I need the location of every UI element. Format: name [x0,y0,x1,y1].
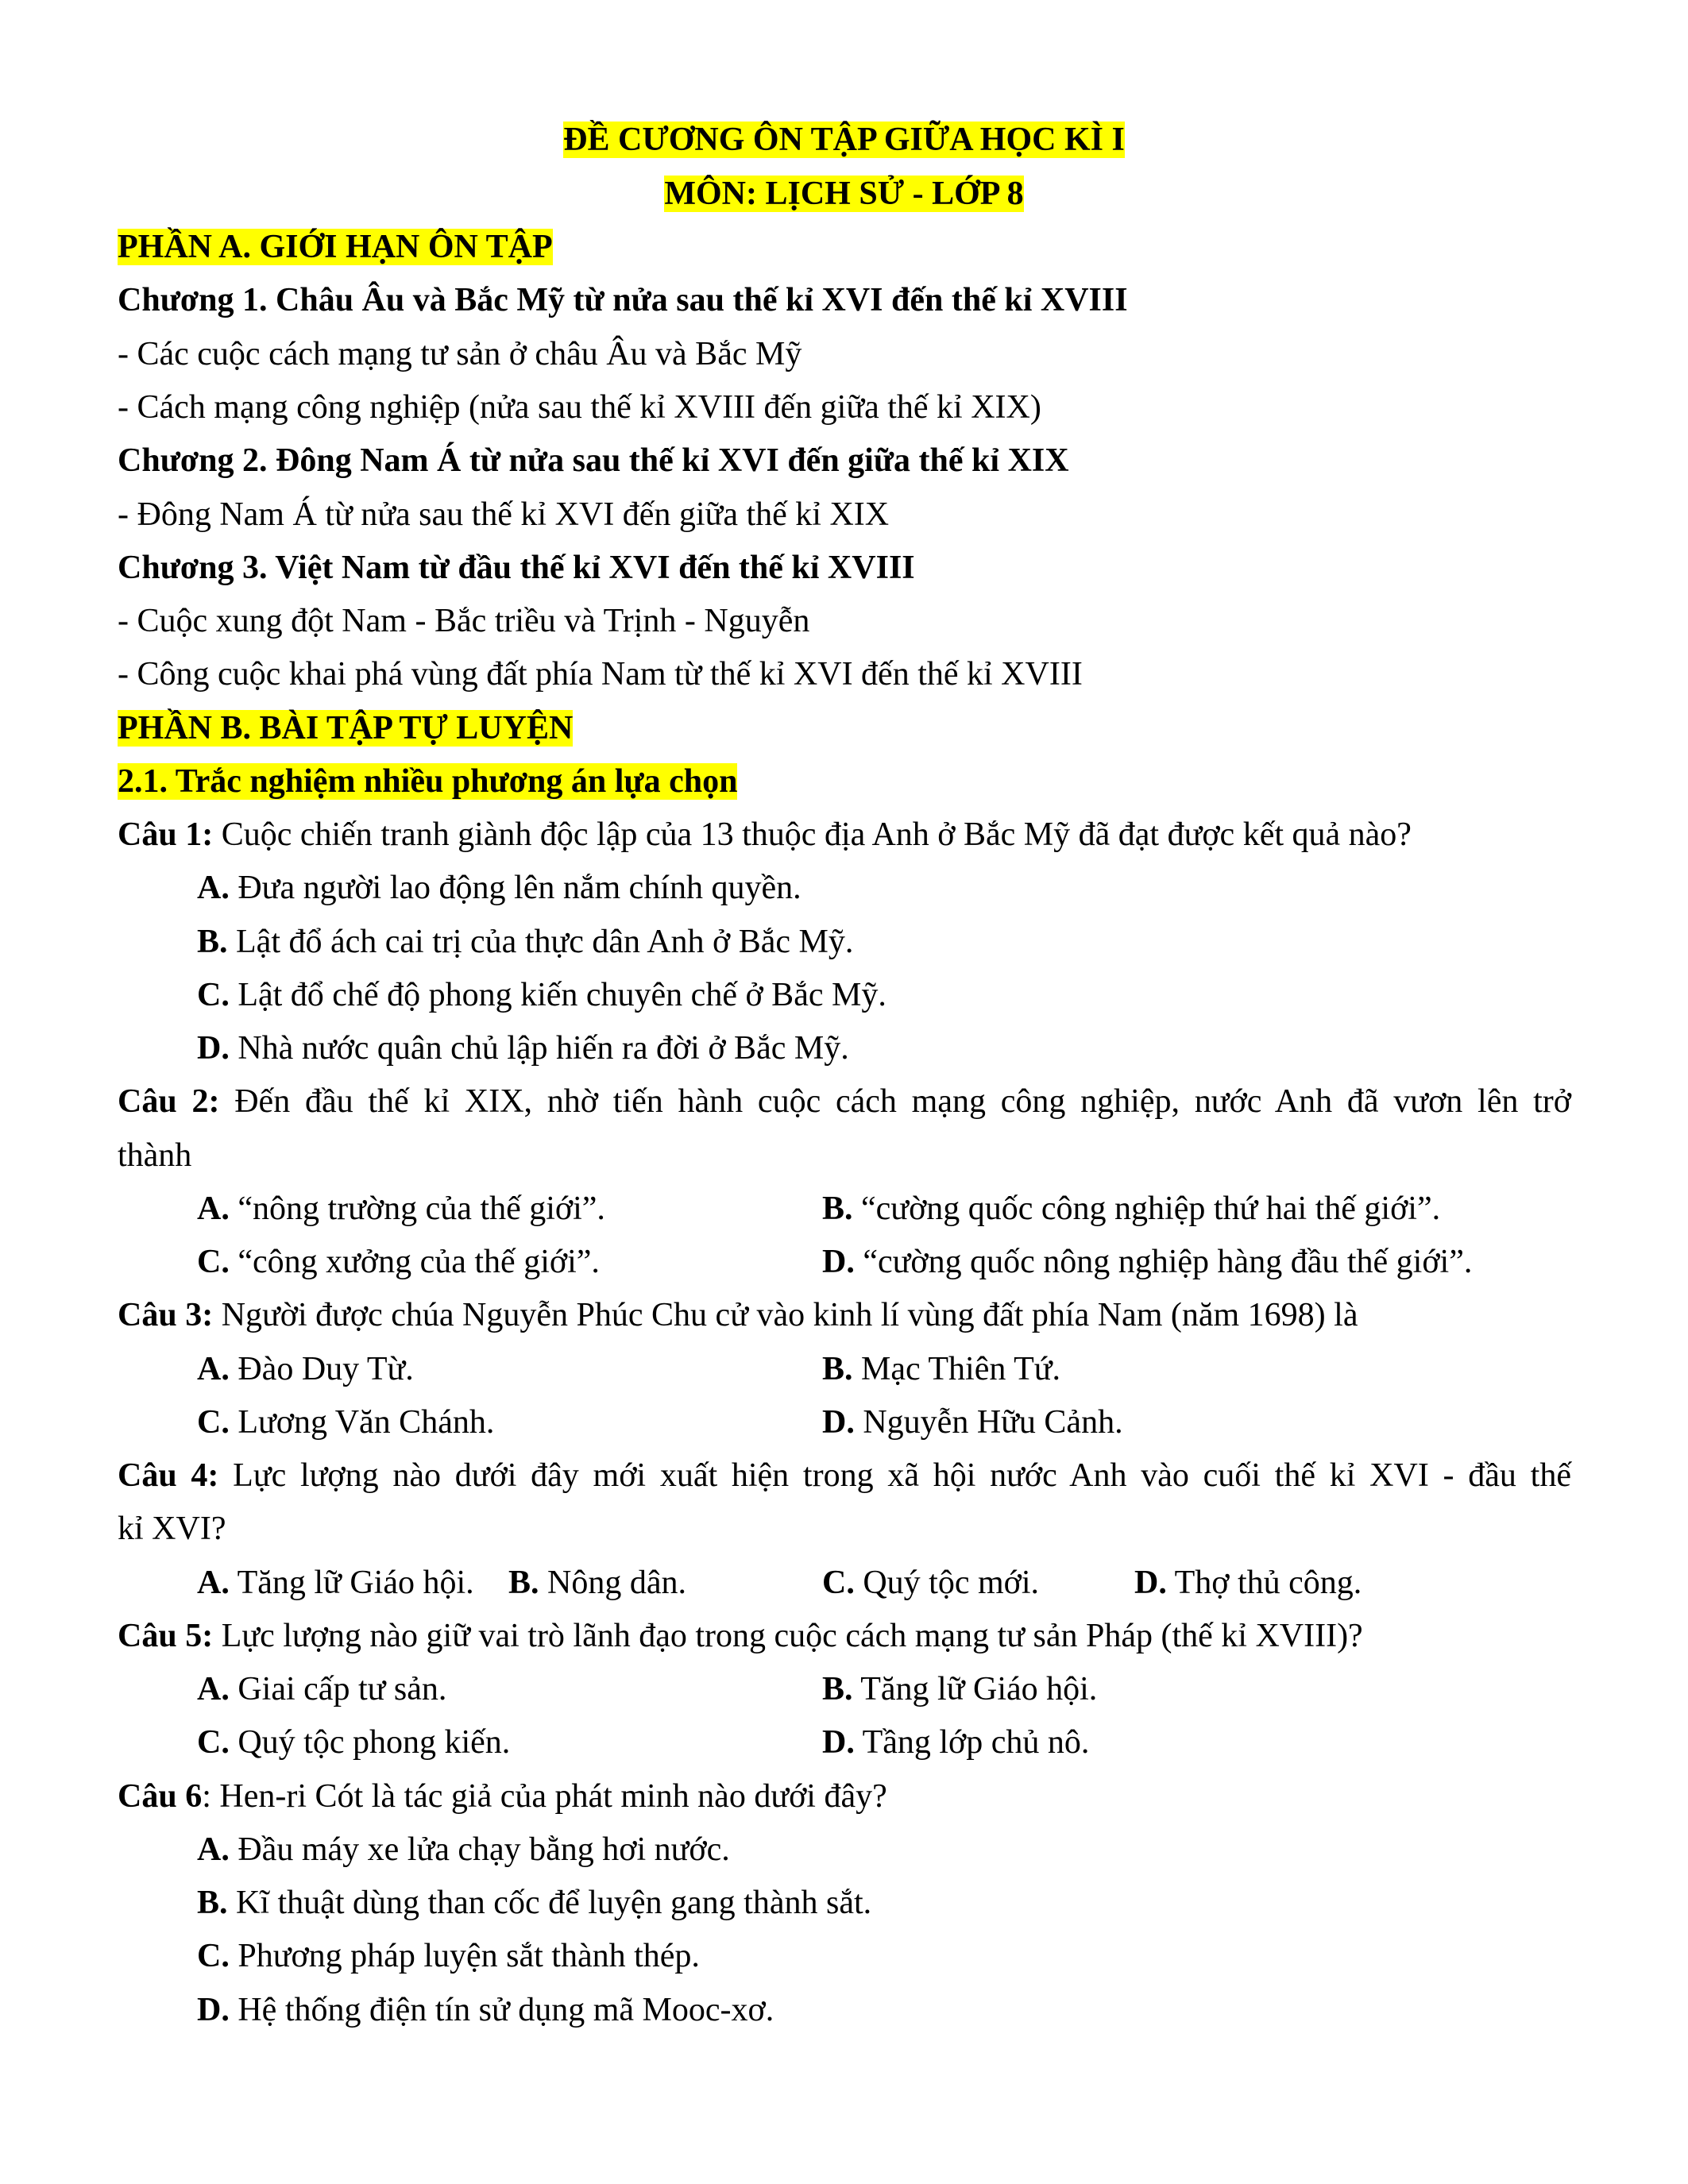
option-text: Đầu máy xe lửa chạy bằng hơi nước. [229,1831,730,1868]
option-letter: C. [197,1404,230,1441]
section-2-1-heading [118,759,737,804]
option-text: Đào Duy Từ. [229,1351,414,1387]
option-text: Thợ thủ công. [1166,1565,1362,1601]
option-text: “cường quốc công nghiệp thứ hai thế giới”. [852,1190,1441,1227]
option-letter: D. [197,1030,230,1067]
option-text: Đưa người lao động lên nắm chính quyền. [229,870,802,906]
question-1-label: Câu 1: [118,816,214,853]
question-5-option-b [822,1667,1097,1711]
question-3-text: Người được chúa Nguyễn Phúc Chu cử vào kinh lí vùng đất phía Nam (năm 1698) là [213,1297,1358,1333]
option-letter: D. [1134,1565,1167,1601]
chapter-1-title: Chương 1. Châu Âu và Bắc Mỹ từ nửa sau thế kỉ XVI đến thế kỉ XVIII [118,282,1128,318]
option-text: Phương pháp luyện sắt thành thép. [229,1938,700,1974]
question-6-label: Câu 6 [118,1778,203,1815]
question-4 [118,1453,1571,1498]
question-6-option-c [197,1934,700,1978]
question-5-option-a [197,1667,446,1711]
chapter-1-item-1: - Các cuộc cách mạng tư sản ở châu Âu và Bắc Mỹ [118,336,802,372]
option-letter: B. [822,1351,853,1387]
option-letter: B. [197,924,228,960]
option-letter: C. [197,1724,230,1761]
option-letter: A. [197,1831,230,1868]
question-2-option-a [197,1187,605,1231]
question-3 [118,1293,1358,1337]
part-b-heading-text: PHẦN B. BÀI TẬP TỰ LUYỆN [118,710,574,747]
option-letter: A. [197,1190,230,1227]
question-6-option-d [197,1988,774,2032]
part-a-heading-text: PHẦN A. GIỚI HẠN ÔN TẬP [118,229,553,265]
question-5 [118,1614,1363,1658]
option-text: Giai cấp tư sản. [229,1671,447,1707]
question-4-label: Câu 4: [118,1457,219,1494]
option-text: “công xưởng của thế giới”. [229,1244,600,1280]
chapter-3-item-1: - Cuộc xung đột Nam - Bắc triều và Trịnh - Nguyễn [118,603,810,639]
document-subject-text: MÔN: LỊCH SỬ - LỚP 8 [664,176,1024,212]
option-letter: A. [197,1671,230,1707]
option-text: Lật đổ chế độ phong kiến chuyên chế ở Bắc Mỹ. [229,977,886,1013]
question-4-text: Lực lượng nào dưới đây mới xuất hiện trong xã hội nước Anh vào cuối thế kỉ XVI - đầu thế [218,1457,1571,1494]
option-letter: B. [508,1565,539,1601]
option-text: Tầng lớp chủ nô. [854,1724,1090,1761]
question-2-option-c [197,1240,600,1284]
document-title [0,118,1688,162]
option-letter: B. [822,1671,853,1707]
chapter-2-title: Chương 2. Đông Nam Á từ nửa sau thế kỉ XVI đến giữa thế kỉ XIX [118,442,1069,479]
option-letter: C. [197,977,230,1013]
option-letter: D. [197,1992,230,2028]
question-2-label: Câu 2: [118,1083,220,1120]
question-6-option-b [197,1881,871,1925]
section-2-1-heading-text: 2.1. Trắc nghiệm nhiều phương án lựa chọn [118,763,738,800]
option-text: Mạc Thiên Tứ. [852,1351,1061,1387]
option-text: “cường quốc nông nghiệp hàng đầu thế giới”. [854,1244,1473,1280]
question-4-text-continued: kỉ XVI? [118,1511,226,1547]
question-3-label: Câu 3: [118,1297,214,1333]
question-3-option-b [822,1347,1060,1391]
document-subject [0,172,1688,216]
option-letter: B. [197,1885,228,1921]
option-text: Lương Văn Chánh. [229,1404,495,1441]
question-5-option-c [197,1720,510,1765]
option-letter: D. [822,1724,855,1761]
question-4-option-d [1134,1561,1362,1605]
chapter-3-item-2: - Công cuộc khai phá vùng đất phía Nam từ thế kỉ XVI đến thế kỉ XVIII [118,656,1083,693]
chapter-2-item-1: - Đông Nam Á từ nửa sau thế kỉ XVI đến giữa thế kỉ XIX [118,496,890,533]
option-text: Tăng lữ Giáo hội. [852,1671,1098,1707]
question-2 [118,1079,1571,1124]
option-letter: C. [197,1244,230,1280]
option-text: “nông trường của thế giới”. [229,1190,605,1227]
question-2-option-b [822,1187,1440,1231]
question-1-option-a [197,866,802,910]
question-4-option-c [822,1561,1039,1605]
chapter-1-item-2: - Cách mạng công nghiệp (nửa sau thế kỉ XVIII đến giữa thế kỉ XIX) [118,389,1041,426]
question-5-label: Câu 5: [118,1618,214,1654]
question-1-option-c [197,973,886,1017]
question-6-text: : Hen-ri Cót là tác giả của phát minh nào dưới đây? [202,1778,887,1815]
question-3-option-c [197,1400,494,1445]
option-text: Nhà nước quân chủ lập hiến ra đời ở Bắc Mỹ. [229,1030,849,1067]
option-letter: A. [197,1565,230,1601]
option-letter: A. [197,870,230,906]
question-1-option-b [197,920,853,964]
option-letter: B. [822,1190,853,1227]
option-letter: D. [822,1244,855,1280]
question-2-option-d [822,1240,1472,1284]
document-title-text: ĐỀ CƯƠNG ÔN TẬP GIỮA HỌC KÌ I [563,122,1125,158]
option-text: Nông dân. [539,1565,686,1601]
question-6 [118,1774,887,1819]
option-letter: D. [822,1404,855,1441]
question-5-option-d [822,1720,1089,1765]
option-text: Quý tộc phong kiến. [229,1724,511,1761]
chapter-3-title: Chương 3. Việt Nam từ đầu thế kỉ XVI đến thế kỉ XVIII [118,550,915,586]
question-1 [118,812,1412,857]
question-4-option-a [197,1561,474,1605]
question-1-option-d [197,1026,849,1071]
option-text: Nguyễn Hữu Cảnh. [854,1404,1123,1441]
option-text: Kĩ thuật dùng than cốc để luyện gang thành sắt. [227,1885,872,1921]
question-2-text: Đến đầu thế kỉ XIX, nhờ tiến hành cuộc cách mạng công nghiệp, nước Anh đã vươn lên trở [219,1083,1571,1120]
option-letter: C. [197,1938,230,1974]
question-2-text-continued: thành [118,1137,192,1174]
part-b-heading [118,706,573,751]
question-1-text: Cuộc chiến tranh giành độc lập của 13 thuộc địa Anh ở Bắc Mỹ đã đạt được kết quả nào? [213,816,1412,853]
question-4-option-b [508,1561,686,1605]
question-3-option-a [197,1347,414,1391]
option-text: Hệ thống điện tín sử dụng mã Mooc-xơ. [229,1992,774,2028]
option-letter: C. [822,1565,855,1601]
part-a-heading [118,225,553,269]
question-5-text: Lực lượng nào giữ vai trò lãnh đạo trong cuộc cách mạng tư sản Pháp (thế kỉ XVIII)? [213,1618,1363,1654]
option-text: Tăng lữ Giáo hội. [229,1565,474,1601]
question-6-option-a [197,1827,730,1872]
question-3-option-d [822,1400,1123,1445]
option-letter: A. [197,1351,230,1387]
option-text: Lật đổ ách cai trị của thực dân Anh ở Bắc Mỹ. [227,924,854,960]
option-text: Quý tộc mới. [854,1565,1040,1601]
